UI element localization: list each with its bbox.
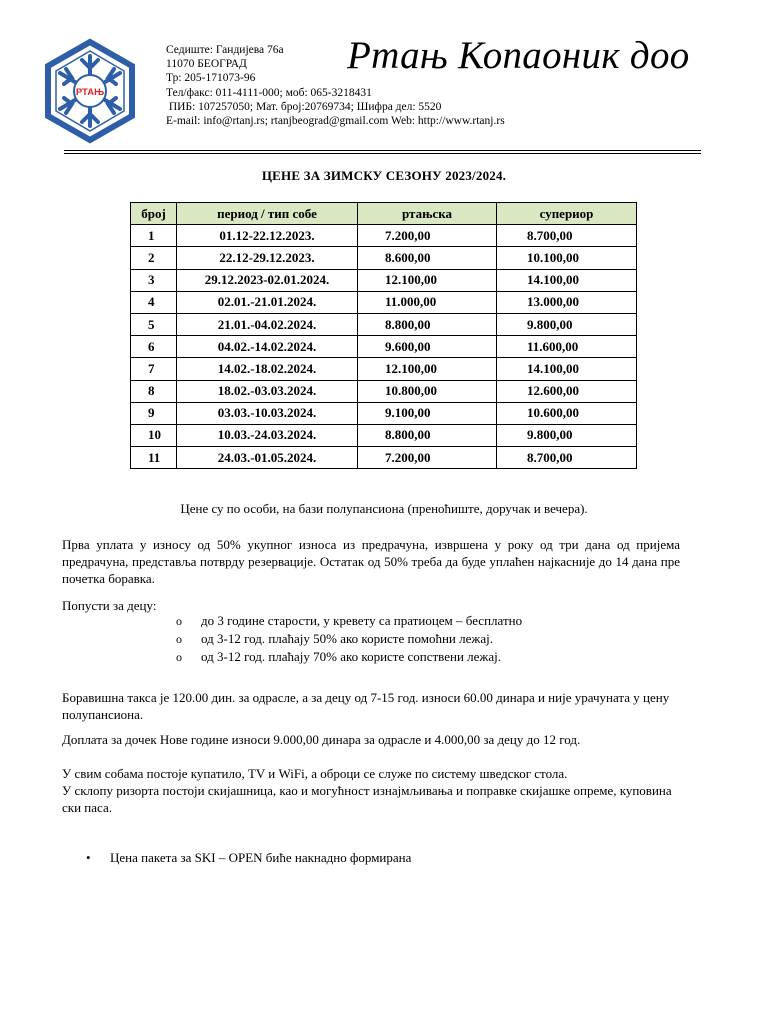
row-number: 5: [131, 313, 177, 335]
page-title: ЦЕНЕ ЗА ЗИМСКУ СЕЗОНУ 2023/2024.: [261, 168, 507, 183]
row-period: 21.01.-04.02.2024.: [177, 313, 358, 335]
row-price-rtanjska: 7.200,00: [358, 447, 497, 469]
logo-text: РТАЊ: [75, 87, 105, 98]
phone-line: Тел/факс: 011-4111-000; моб: 065-3218431: [166, 86, 372, 99]
row-price-superior: 13.000,00: [497, 291, 637, 313]
row-price-superior: 10.600,00: [497, 402, 637, 424]
header-divider: [64, 153, 701, 154]
row-number: 2: [131, 247, 177, 269]
row-period: 29.12.2023-02.01.2024.: [177, 269, 358, 291]
discount-item: [176, 631, 493, 647]
table-row: [131, 225, 637, 247]
table-row: [131, 291, 637, 313]
col-header-rtanjska: ртањска: [358, 203, 497, 225]
circle-bullet-icon: o: [176, 632, 182, 646]
row-number: 4: [131, 291, 177, 313]
table-row: [131, 380, 637, 402]
row-number: 6: [131, 336, 177, 358]
row-price-rtanjska: 8.600,00: [358, 247, 497, 269]
row-number: 3: [131, 269, 177, 291]
row-number: 10: [131, 424, 177, 446]
payment-terms: Прва уплата у износу од 50% укупног износа из предрачуна, извршена у року од три дана од пријема предрачуна, представља потврду резервације. Остатак од 50% треба да буде уплаћен најкасније до 14 дана пре почетка боравка.: [62, 537, 680, 586]
row-period: 04.02.-14.02.2024.: [177, 336, 358, 358]
row-period: 02.01.-21.01.2024.: [177, 291, 358, 313]
col-header-superior: супериор: [497, 203, 637, 225]
address-line: Седиште: Гандијева 76а: [166, 44, 284, 56]
table-row: [131, 447, 637, 469]
amenities-resort: У склопу ризорта постоји скијашница, као и могућност изнајмљивања и поправке скијашке опреме, куповина ски паса.: [62, 783, 672, 815]
row-price-superior: 9.800,00: [497, 313, 637, 335]
table-header-row: [131, 203, 637, 225]
circle-bullet-icon: o: [176, 614, 182, 628]
row-number: 7: [131, 358, 177, 380]
table-row: [131, 336, 637, 358]
discounts-heading: Попусти за децу:: [62, 598, 157, 613]
company-logo: [44, 38, 136, 144]
row-number: 8: [131, 380, 177, 402]
discount-item: [176, 613, 522, 629]
row-price-rtanjska: 12.100,00: [358, 269, 497, 291]
ski-open-note: Цена пакета за SKI – OPEN биће накнадно формирана: [110, 850, 412, 865]
bullet-icon: •: [86, 850, 91, 865]
header-divider: [64, 150, 701, 151]
row-period: 03.03.-10.03.2024.: [177, 402, 358, 424]
row-price-superior: 8.700,00: [497, 225, 637, 247]
row-price-superior: 14.100,00: [497, 269, 637, 291]
price-table: [130, 202, 637, 469]
row-number: 1: [131, 225, 177, 247]
table-row: [131, 402, 637, 424]
row-price-rtanjska: 12.100,00: [358, 358, 497, 380]
amenities-rooms: У свим собама постоје купатило, TV и WiFi, а оброци се служе по систему шведског стола.: [62, 766, 568, 781]
row-period: 14.02.-18.02.2024.: [177, 358, 358, 380]
row-price-superior: 9.800,00: [497, 424, 637, 446]
row-price-superior: 8.700,00: [497, 447, 637, 469]
tourist-tax: Боравишна такса је 120.00 дин. за одрасле, а за децу од 7-15 год. износи 60.00 динара и није урачуната у цену полупансиона.: [62, 690, 670, 722]
account-line: Тр: 205-171073-96: [166, 72, 256, 85]
row-number: 9: [131, 402, 177, 424]
row-period: 01.12-22.12.2023.: [177, 225, 358, 247]
row-period: 10.03.-24.03.2024.: [177, 424, 358, 446]
table-row: [131, 247, 637, 269]
row-period: 22.12-29.12.2023.: [177, 247, 358, 269]
snowflake-logo-icon: [44, 38, 136, 144]
row-period: 24.03.-01.05.2024.: [177, 447, 358, 469]
new-year-surcharge: Доплата за дочек Нове године износи 9.000,00 динара за одрасле и 4.000,00 за децу до 12 год.: [62, 732, 581, 747]
row-price-rtanjska: 9.100,00: [358, 402, 497, 424]
discount-text: од 3-12 год. плаћају 70% ако користе сопствени лежај.: [201, 649, 502, 664]
city-line: 11070 БЕОГРАД: [166, 58, 247, 71]
table-row: [131, 358, 637, 380]
row-price-superior: 12.600,00: [497, 380, 637, 402]
table-row: [131, 313, 637, 335]
row-number: 11: [131, 447, 177, 469]
discount-text: до 3 године старости, у кревету са пратиоцем – бесплатно: [201, 613, 523, 628]
row-price-superior: 11.600,00: [497, 336, 637, 358]
row-price-rtanjska: 11.000,00: [358, 291, 497, 313]
table-row: [131, 424, 637, 446]
circle-bullet-icon: o: [176, 650, 182, 664]
row-price-rtanjska: 8.800,00: [358, 313, 497, 335]
row-price-rtanjska: 8.800,00: [358, 424, 497, 446]
row-price-rtanjska: 7.200,00: [358, 225, 497, 247]
tax-id-line: ПИБ: 107257050; Мат. број:20769734; Шифра дел: 5520: [166, 100, 442, 113]
row-price-rtanjska: 10.800,00: [358, 380, 497, 402]
row-price-superior: 14.100,00: [497, 358, 637, 380]
row-period: 18.02.-03.03.2024.: [177, 380, 358, 402]
list-item: [86, 850, 411, 866]
row-price-superior: 10.100,00: [497, 247, 637, 269]
col-header-period: период / тип собе: [177, 203, 358, 225]
contact-line: E-mail: info@rtanj.rs; rtanjbeograd@gmail.com Web: http://www.rtanj.rs: [166, 115, 505, 128]
table-row: [131, 269, 637, 291]
discount-text: од 3-12 год. плаћају 50% ако користе помоћни лежај.: [201, 631, 493, 646]
col-header-number: број: [131, 203, 177, 225]
discount-item: [176, 649, 501, 665]
price-note: Цене су по особи, на бази полупансиона (преноћиште, доручак и вечера).: [180, 501, 588, 516]
company-name: Ртањ Копаоник доо: [347, 34, 690, 77]
row-price-rtanjska: 9.600,00: [358, 336, 497, 358]
